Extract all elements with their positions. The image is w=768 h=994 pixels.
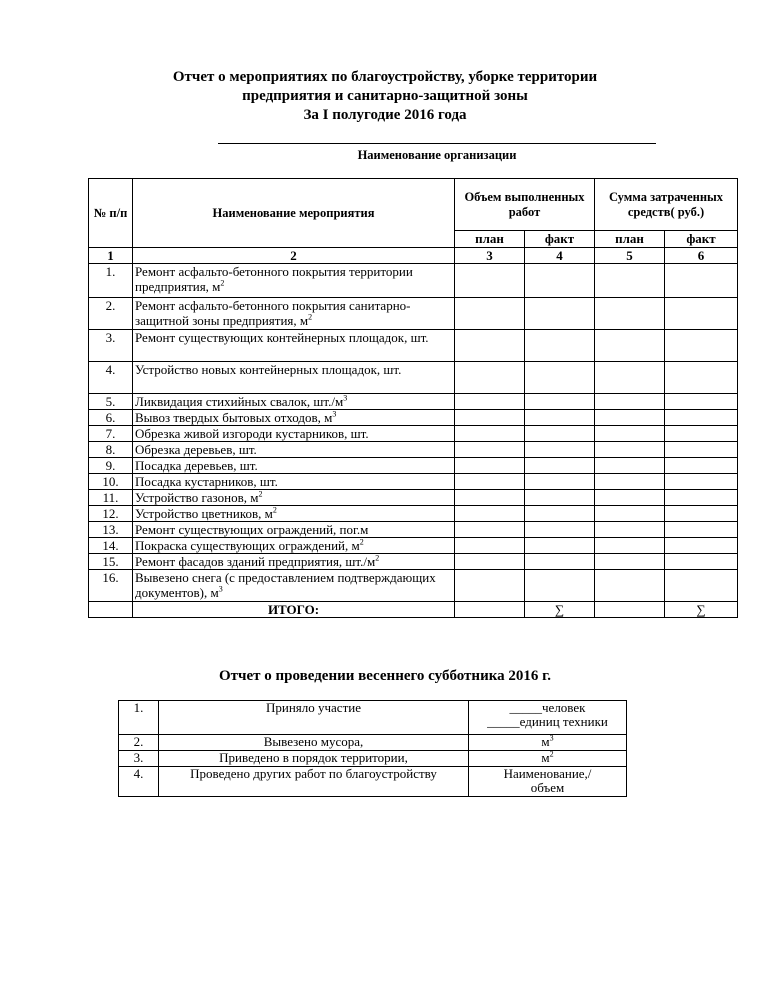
row-value-line1: м <box>541 734 550 749</box>
row-value[interactable] <box>469 751 627 767</box>
value-cell[interactable] <box>455 522 525 538</box>
value-cell[interactable] <box>595 442 665 458</box>
row-activity <box>133 538 455 554</box>
value-cell[interactable] <box>525 426 595 442</box>
value-cell[interactable] <box>595 330 665 362</box>
row-number: 15. <box>89 554 133 570</box>
row-number: 1. <box>119 701 159 735</box>
col-number: 3 <box>455 248 525 264</box>
row-number: 3. <box>119 751 159 767</box>
row-unit-exponent: 2 <box>258 489 263 499</box>
row-activity-text: Обрезка живой изгороди кустарников, шт. <box>135 426 369 441</box>
row-value-line2: объем <box>530 780 565 795</box>
row-unit-exponent: 2 <box>272 505 277 515</box>
row-value-line2: _____единиц техники <box>487 714 608 729</box>
value-cell[interactable] <box>525 264 595 298</box>
value-cell[interactable] <box>455 298 525 330</box>
value-cell[interactable] <box>665 394 738 410</box>
report-title-line3: За I полугодие 2016 года <box>303 107 467 123</box>
row-unit-exponent: 3 <box>343 393 348 403</box>
row-activity-text: Покраска существующих ограждений, м <box>135 538 360 553</box>
value-cell[interactable] <box>665 442 738 458</box>
row-number: 3. <box>89 330 133 362</box>
row-number: 9. <box>89 458 133 474</box>
row-number: 8. <box>89 442 133 458</box>
value-cell[interactable] <box>595 522 665 538</box>
col-header-cost: Сумма затраченных средств( руб.) <box>595 179 738 231</box>
value-cell[interactable] <box>455 264 525 298</box>
total-label: ИТОГО: <box>133 602 455 618</box>
table-row <box>89 264 738 298</box>
value-cell[interactable] <box>455 362 525 394</box>
value-cell[interactable] <box>525 570 595 602</box>
row-activity <box>133 410 455 426</box>
row-activity <box>133 394 455 410</box>
value-cell[interactable] <box>665 298 738 330</box>
row-number: 5. <box>89 394 133 410</box>
col-header-no: № п/п <box>89 179 133 248</box>
col-number: 1 <box>89 248 133 264</box>
value-cell[interactable] <box>455 538 525 554</box>
table-row <box>89 506 738 522</box>
row-label: Проведено других работ по благоустройству <box>159 767 469 797</box>
row-number: 6. <box>89 410 133 426</box>
value-cell[interactable] <box>665 426 738 442</box>
total-cell <box>595 602 665 618</box>
table-row <box>89 554 738 570</box>
row-value-line1: Наименование,/ <box>503 766 592 781</box>
value-cell[interactable] <box>525 506 595 522</box>
row-activity <box>133 442 455 458</box>
value-cell[interactable] <box>455 474 525 490</box>
row-activity <box>133 570 455 602</box>
value-cell[interactable] <box>665 410 738 426</box>
row-number: 11. <box>89 490 133 506</box>
row-activity-text: Обрезка деревьев, шт. <box>135 442 257 457</box>
row-activity <box>133 522 455 538</box>
row-activity <box>133 330 455 362</box>
col-number: 2 <box>133 248 455 264</box>
value-cell[interactable] <box>455 442 525 458</box>
row-activity-text: Вывоз твердых бытовых отходов, м <box>135 410 333 425</box>
table-row <box>89 410 738 426</box>
value-cell[interactable] <box>595 426 665 442</box>
row-activity <box>133 490 455 506</box>
value-cell[interactable] <box>595 570 665 602</box>
row-activity <box>133 426 455 442</box>
row-unit-exponent: 3 <box>218 584 223 594</box>
sub-header-fact: факт <box>665 231 738 248</box>
row-activity-text: Устройство газонов, м <box>135 490 259 505</box>
row-value[interactable] <box>469 767 627 797</box>
report-title-line1: Отчет о мероприятиях по благоустройству, уборке территории <box>172 69 598 85</box>
row-activity <box>133 458 455 474</box>
table-row <box>89 522 738 538</box>
row-activity <box>133 298 455 330</box>
row-number: 4. <box>89 362 133 394</box>
value-cell[interactable] <box>455 554 525 570</box>
sub-header-fact: факт <box>525 231 595 248</box>
value-cell[interactable] <box>595 362 665 394</box>
table-row <box>89 394 738 410</box>
row-number: 12. <box>89 506 133 522</box>
row-number: 1. <box>89 264 133 298</box>
value-cell[interactable] <box>665 506 738 522</box>
table-row <box>89 538 738 554</box>
value-cell[interactable] <box>595 410 665 426</box>
table-row <box>119 735 627 751</box>
table-row <box>89 458 738 474</box>
value-cell[interactable] <box>525 490 595 506</box>
sub-header-plan: план <box>455 231 525 248</box>
value-cell[interactable] <box>665 362 738 394</box>
row-number: 14. <box>89 538 133 554</box>
value-cell[interactable] <box>665 570 738 602</box>
row-number: 7. <box>89 426 133 442</box>
value-cell[interactable] <box>665 330 738 362</box>
total-no-cell <box>89 602 133 618</box>
row-activity-text: Ремонт фасадов зданий предприятия, шт./м <box>135 554 376 569</box>
value-cell[interactable] <box>525 330 595 362</box>
value-cell[interactable] <box>595 458 665 474</box>
table-row <box>89 442 738 458</box>
row-activity <box>133 362 455 394</box>
value-cell[interactable] <box>665 554 738 570</box>
value-cell[interactable] <box>455 570 525 602</box>
table-row <box>119 767 627 797</box>
table-row <box>89 426 738 442</box>
value-cell[interactable] <box>595 538 665 554</box>
table-row <box>89 330 738 362</box>
value-cell[interactable] <box>455 410 525 426</box>
row-number: 10. <box>89 474 133 490</box>
value-cell[interactable] <box>665 264 738 298</box>
value-cell[interactable] <box>525 410 595 426</box>
row-unit-exponent: 2 <box>375 553 380 563</box>
section2-title: Отчет о проведении весеннего субботника 2016 г. <box>219 668 551 684</box>
value-cell[interactable] <box>665 474 738 490</box>
row-number: 2. <box>89 298 133 330</box>
value-cell[interactable] <box>665 538 738 554</box>
col-header-volume: Объем выполненных работ <box>455 179 595 231</box>
value-cell[interactable] <box>525 362 595 394</box>
table-row <box>89 474 738 490</box>
row-number: 16. <box>89 570 133 602</box>
row-value[interactable] <box>469 701 627 735</box>
row-activity-text: Ремонт асфальто-бетонного покрытия территории предприятия, м <box>135 264 413 294</box>
value-cell[interactable] <box>595 264 665 298</box>
row-activity-text: Посадка деревьев, шт. <box>135 458 258 473</box>
row-value-line1: _____человек <box>509 700 586 715</box>
row-number: 4. <box>119 767 159 797</box>
row-unit-exponent: 2 <box>359 537 364 547</box>
row-value-line1: м <box>541 750 550 765</box>
org-name-line <box>218 143 656 144</box>
row-activity <box>133 554 455 570</box>
value-cell[interactable] <box>455 458 525 474</box>
value-cell[interactable] <box>525 474 595 490</box>
row-activity-text: Ремонт существующих ограждений, пог.м <box>135 522 369 537</box>
sum-symbol: ∑ <box>665 602 738 618</box>
value-cell[interactable] <box>525 394 595 410</box>
row-activity-text: Устройство новых контейнерных площадок, шт. <box>135 362 402 377</box>
row-unit-exponent: 2 <box>220 278 225 288</box>
value-cell[interactable] <box>455 426 525 442</box>
table-row <box>119 751 627 767</box>
col-number: 6 <box>665 248 738 264</box>
col-number: 5 <box>595 248 665 264</box>
row-value-exponent: 3 <box>549 733 554 743</box>
report-title-line2: предприятия и санитарно-защитной зоны <box>242 88 528 104</box>
value-cell[interactable] <box>595 506 665 522</box>
value-cell[interactable] <box>455 394 525 410</box>
table-row <box>89 298 738 330</box>
value-cell[interactable] <box>525 458 595 474</box>
total-cell <box>455 602 525 618</box>
row-value-exponent: 2 <box>549 749 554 759</box>
row-activity-text: Вывезено снега (с предоставлением подтверждающих документов), м <box>135 570 436 600</box>
row-unit-exponent: 2 <box>308 312 313 322</box>
row-activity-text: Ликвидация стихийных свалок, шт./м <box>135 394 344 409</box>
col-number: 4 <box>525 248 595 264</box>
value-cell[interactable] <box>595 474 665 490</box>
value-cell[interactable] <box>665 490 738 506</box>
subbotnik-table <box>118 700 627 797</box>
value-cell[interactable] <box>525 442 595 458</box>
sum-symbol: ∑ <box>525 602 595 618</box>
row-unit-exponent: 3 <box>332 409 337 419</box>
activities-table <box>88 178 738 618</box>
value-cell[interactable] <box>595 394 665 410</box>
value-cell[interactable] <box>665 458 738 474</box>
value-cell[interactable] <box>525 298 595 330</box>
org-name-label: Наименование организации <box>357 148 517 162</box>
row-number: 13. <box>89 522 133 538</box>
value-cell[interactable] <box>595 554 665 570</box>
table-row <box>89 570 738 602</box>
row-activity-text: Устройство цветников, м <box>135 506 273 521</box>
table-row <box>119 701 627 735</box>
value-cell[interactable] <box>595 490 665 506</box>
value-cell[interactable] <box>525 554 595 570</box>
row-activity <box>133 264 455 298</box>
value-cell[interactable] <box>525 522 595 538</box>
row-label: Приняло участие <box>159 701 469 735</box>
value-cell[interactable] <box>455 506 525 522</box>
row-activity-text: Ремонт асфальто-бетонного покрытия санитарно-защитной зоны предприятия, м <box>135 298 411 328</box>
value-cell[interactable] <box>595 298 665 330</box>
table-row <box>89 490 738 506</box>
sub-header-plan: план <box>595 231 665 248</box>
value-cell[interactable] <box>525 538 595 554</box>
value-cell[interactable] <box>665 522 738 538</box>
row-label: Вывезено мусора, <box>159 735 469 751</box>
value-cell[interactable] <box>455 330 525 362</box>
row-activity-text: Ремонт существующих контейнерных площадок, шт. <box>135 330 429 345</box>
row-number: 2. <box>119 735 159 751</box>
row-label: Приведено в порядок территории, <box>159 751 469 767</box>
col-header-name: Наименование мероприятия <box>133 179 455 248</box>
table-row <box>89 362 738 394</box>
row-activity <box>133 506 455 522</box>
row-activity <box>133 474 455 490</box>
value-cell[interactable] <box>455 490 525 506</box>
row-value[interactable] <box>469 735 627 751</box>
row-activity-text: Посадка кустарников, шт. <box>135 474 278 489</box>
